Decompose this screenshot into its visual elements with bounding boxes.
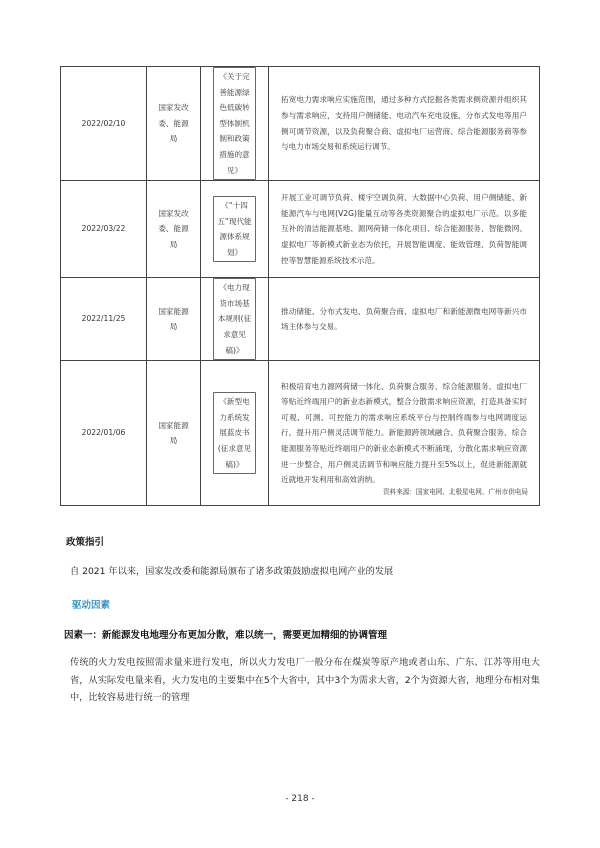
policy-document-name: 《新型电力系统发展蓝皮书(征求意见稿)》	[213, 392, 256, 474]
page-number: - 218 -	[285, 794, 315, 804]
policy-document-name: 《“十四五”现代能源体系规划》	[213, 196, 256, 262]
table-row	[61, 181, 540, 278]
policy-issuer: 国家能源局	[147, 361, 201, 506]
policy-document-name: 《关于完善能源绿色低碳转型体制机制和政策措施的意见》	[213, 67, 256, 180]
table-source-note: 资料来源：国家电网、北极星电网、广州市供电局	[382, 488, 528, 496]
policy-issuer: 国家发改委、能源局	[147, 181, 201, 278]
policy-date: 2022/11/25	[61, 278, 147, 361]
policy-content: 推动储能、分布式发电、负荷聚合商、虚拟电厂和新能源微电网等新兴市场主体参与交易。	[269, 278, 540, 361]
policy-document-name: 《电力现货市场基本规则(征求意见稿)》	[213, 278, 256, 360]
policy-date: 2022/02/10	[61, 67, 147, 181]
policy-table	[60, 66, 540, 506]
policy-issuer: 国家发改委、能源局	[147, 67, 201, 181]
policy-date: 2022/03/22	[61, 181, 147, 278]
section-heading-policy: 政策指引	[66, 537, 105, 548]
policy-issuer: 国家能源局	[147, 278, 201, 361]
factor-heading: 因素一：新能源发电地理分布更加分散，难以统一，需要更加精细的协调管理	[64, 630, 388, 641]
table-row	[61, 361, 540, 506]
policy-content: 拓宽电力需求响应实施范围，通过多种方式挖掘各类需求侧资源并组织其参与需求响应，支持用户侧储能、电动汽车充电设施、分布式发电等用户侧可调节资源，以及负荷聚合商、虚拟电厂运营商、综合能源服务商等参与电力市场交易和系统运行调节。	[269, 67, 540, 181]
factor-paragraph: 传统的火力发电按照需求量来进行发电，所以火力发电厂一般分布在煤炭等原产地或者山东、广东、江苏等用电大省，从实际发电量来看，火力发电的主要集中在5个大省中，其中3个为需求大省，2个为资源大省，地理分布相对集中，比较容易进行统一的管理	[70, 657, 540, 703]
table-row	[61, 67, 540, 181]
policy-content: 积极培育电力源网荷储一体化、负荷聚合服务、综合能源服务、虚拟电厂等贴近终端用户的新业态新模式，整合分散需求响应资源，打造具备实时可观、可测、可控能力的需求响应系统平台与控制终端参与电网调度运行，提升用户侧灵活调节能力。新能源跨领域融合、负荷聚合服务、综合能源服务等贴近终端用户的新业态新模式不断涌现，分散化需求响应资源进一步整合，用户侧灵活调节和响应能力提升至5%以上，促进新能源就近就地开发利用和高效消纳。	[269, 361, 540, 506]
table-row	[61, 278, 540, 361]
policy-paragraph: 自 2021 年以来，国家发改委和能源局颁布了诸多政策鼓励虚拟电网产业的发展	[70, 566, 394, 577]
policy-content: 开展工业可调节负荷、楼宇空调负荷、大数据中心负荷、用户侧储能、新能源汽车与电网(V2G)能量互动等各类资源聚合的虚拟电厂示范。以多能互补的清洁能源基地、源网荷储一体化项目、综合能源服务、智能微网、虚拟电厂等新模式新业态为依托，开展智能调度、能效管理、负荷智能调控等智慧能源系统技术示范。	[269, 181, 540, 278]
policy-date: 2022/01/06	[61, 361, 147, 506]
section-heading-drivers: 驱动因素	[72, 600, 111, 611]
